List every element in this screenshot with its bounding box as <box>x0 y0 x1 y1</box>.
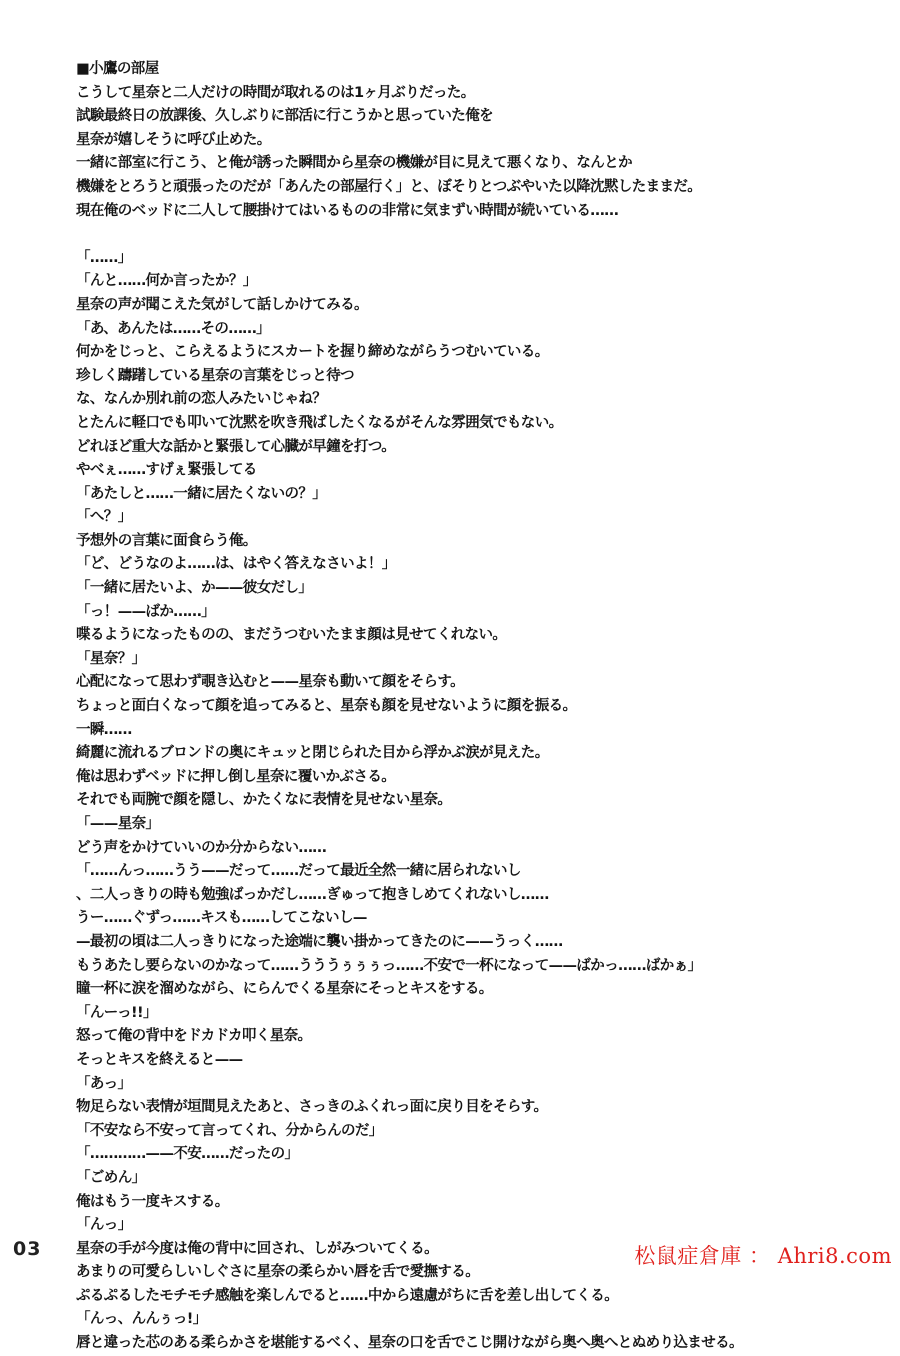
text-line: 一瞬…… <box>76 721 132 738</box>
text-line: 「へ？」 <box>76 509 132 526</box>
page-number: 03 <box>13 1238 42 1260</box>
text-line: 「あたしと……一緒に居たくないの？」 <box>76 485 327 502</box>
text-line: 試験最終日の放課後、久しぶりに部活に行こうかと思っていた俺を <box>76 108 493 125</box>
text-line: 瞳一杯に涙を溜めながら、にらんでくる星奈にそっとキスをする。 <box>76 981 493 998</box>
text-line: 何かをじっと、こらえるようにスカートを握り締めながらうつむいている。 <box>76 344 549 361</box>
text-line: それでも両腕で顔を隠し、かたくなに表情を見せない星奈。 <box>76 792 452 809</box>
text-line: 「んっ」 <box>76 1217 132 1234</box>
text-line: 「ごめん」 <box>76 1169 146 1186</box>
text-line: 星奈が嬉しそうに呼び止めた。 <box>76 131 271 148</box>
text-line: 一緒に部室に行こう、と俺が誘った瞬間から星奈の機嫌が目に見えて悪くなり、なんとか <box>76 155 632 172</box>
text-line: 喋るようになったものの、まだうつむいたまま顔は見せてくれない。 <box>76 627 507 644</box>
text-line: こうして星奈と二人だけの時間が取れるのは1ヶ月ぶりだった。 <box>76 84 475 101</box>
text-line: 怒って俺の背中をドカドカ叩く星奈。 <box>76 1028 312 1045</box>
text-line: —最初の頃は二人っきりになった途端に襲い掛かってきたのに——うっく…… <box>76 933 563 950</box>
text-line: 現在俺のベッドに二人して腰掛けてはいるものの非常に気まずい時間が続いている…… <box>76 202 619 219</box>
text-line: 「あ、あんたは……その……」 <box>76 320 271 337</box>
text-line: 「不安なら不安って言ってくれ、分からんのだ」 <box>76 1122 383 1139</box>
text-line: 俺は思わずベッドに押し倒し星奈に覆いかぶさる。 <box>76 768 396 785</box>
text-line: 「あっ」 <box>76 1075 132 1092</box>
text-line: うー……ぐずっ……キスも……してこないし— <box>76 910 367 927</box>
text-line: 「一緒に居たいよ、か——彼女だし」 <box>76 580 313 597</box>
text-line: 俺はもう一度キスする。 <box>76 1193 229 1210</box>
text-line: 、二人っきりの時も勉強ばっかだし……ぎゅって抱きしめてくれないし…… <box>76 886 549 903</box>
text-line: 物足らない表情が垣間見えたあと、さっきのふくれっ面に戻り目をそらす。 <box>76 1099 548 1116</box>
text-line: もうあたし要らないのかなって……うううぅぅぅっ……不安で一杯になって——ばかっ……ばかぁ」 <box>76 957 702 974</box>
text-line: 綺麗に流れるブロンドの奥にキュッと閉じられた目から浮かぶ涙が見えた。 <box>76 745 549 762</box>
text-line: 「——星奈」 <box>76 816 160 832</box>
body-text <box>76 58 836 1356</box>
text-line: どう声をかけていいのか分からない…… <box>76 839 327 856</box>
text-line: 「…………——不安……だったの」 <box>76 1146 299 1163</box>
text-line: あまりの可愛らしいしぐさに星奈の柔らかい唇を舌で愛撫する。 <box>76 1264 480 1281</box>
text-line: 予想外の言葉に面食らう俺。 <box>76 532 257 549</box>
text-line: そっとキスを終えると—— <box>76 1051 243 1068</box>
text-line: 「……んっ……うう——だって……だって最近全然一緒に居られないし <box>76 863 521 880</box>
text-line: 唇と違った芯のある柔らかさを堪能するべく、星奈の口を舌でこじ開けながら奥へ奥へとぬめり込ませる。 <box>76 1335 743 1352</box>
text-line: 「星奈？」 <box>76 650 146 667</box>
section-heading: ■小鷹の部屋 <box>76 61 159 77</box>
text-line: 「ど、どうなのよ……は、はやく答えなさいよ！」 <box>76 556 396 573</box>
text-line: やべぇ……すげぇ緊張してる <box>76 462 257 479</box>
text-line: 「んと……何か言ったか？」 <box>76 273 257 290</box>
text-line: 機嫌をとろうと頑張ったのだが「あんたの部屋行く」と、ぼそりとつぶやいた以降沈黙したままだ。 <box>76 178 702 195</box>
text-line: 心配になって思わず覗き込むと——星奈も動いて顔をそらす。 <box>76 674 465 691</box>
text-line: 「……」 <box>76 249 132 266</box>
text-line <box>76 223 836 247</box>
text-line: ちょっと面白くなって顔を追ってみると、星奈も顔を見せないように顔を振る。 <box>76 698 577 715</box>
text-line: 「っ！——ばか……」 <box>76 603 215 620</box>
text-line: 星奈の手が今度は俺の背中に回され、しがみついてくる。 <box>76 1240 438 1257</box>
text-line: とたんに軽口でも叩いて沈黙を吹き飛ばしたくなるがそんな雰囲気でもない。 <box>76 414 563 431</box>
text-line: 星奈の声が聞こえた気がして話しかけてみる。 <box>76 296 368 313</box>
text-line: な、なんか別れ前の恋人みたいじゃね？ <box>76 391 327 408</box>
text-line: 「んっ、んんぅっ!」 <box>76 1311 207 1328</box>
text-line: ぷるぷるしたモチモチ感触を楽しんでると……中から遠慮がちに舌を差し出してくる。 <box>76 1287 619 1304</box>
watermark: 松鼠症倉庫 ： Ahri8.com <box>634 1244 892 1268</box>
text-line: 珍しく躊躇している星奈の言葉をじっと待つ <box>76 367 354 384</box>
text-line: どれほど重大な話かと緊張して心臓が早鐘を打つ。 <box>76 438 396 455</box>
text-line: 「んーっ!!」 <box>76 1004 157 1021</box>
